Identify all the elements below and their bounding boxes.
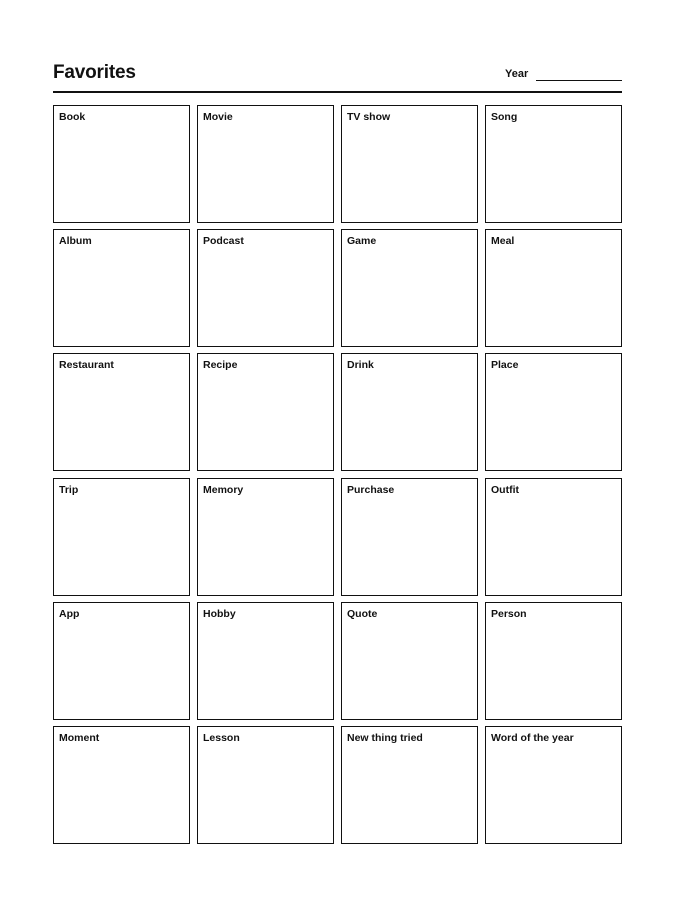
favorite-box-song[interactable] [485, 105, 622, 223]
box-label: Moment [59, 731, 100, 744]
favorites-grid [53, 105, 622, 844]
box-label: Restaurant [59, 359, 114, 372]
favorite-box-meal[interactable] [485, 229, 622, 347]
box-label: Drink [347, 359, 374, 372]
favorite-box-hobby[interactable] [197, 602, 334, 720]
box-label: Lesson [203, 731, 240, 744]
year-label: Year [505, 68, 529, 80]
box-label: Quote [347, 607, 378, 620]
header-divider [53, 91, 622, 93]
box-label: Book [59, 111, 86, 123]
favorite-box-restaurant[interactable] [53, 353, 190, 471]
year-blank-line[interactable] [536, 80, 622, 81]
box-label: Recipe [203, 359, 238, 372]
favorite-box-movie[interactable] [197, 105, 334, 223]
box-label: Trip [59, 483, 79, 496]
box-label: Album [59, 235, 92, 248]
box-label: App [59, 607, 80, 620]
box-label: Podcast [203, 235, 244, 248]
favorite-box-quote[interactable] [341, 602, 478, 720]
favorite-box-album[interactable] [53, 229, 190, 347]
year-field [505, 66, 623, 84]
box-label: Place [491, 359, 519, 372]
box-label: Person [491, 607, 527, 620]
favorite-box-person[interactable] [485, 602, 622, 720]
page-title: Favorites [53, 62, 136, 83]
box-label: Movie [203, 111, 233, 123]
favorite-box-memory[interactable] [197, 478, 334, 596]
box-label: Memory [203, 483, 244, 496]
favorite-box-app[interactable] [53, 602, 190, 720]
favorite-box-outfit[interactable] [485, 478, 622, 596]
box-label: Outfit [491, 483, 519, 496]
favorite-box-place[interactable] [485, 353, 622, 471]
favorite-box-moment[interactable] [53, 726, 190, 844]
favorite-box-drink[interactable] [341, 353, 478, 471]
favorite-box-lesson[interactable] [197, 726, 334, 844]
box-label: Hobby [203, 607, 236, 620]
favorite-box-purchase[interactable] [341, 478, 478, 596]
favorite-box-trip[interactable] [53, 478, 190, 596]
box-label: Meal [491, 235, 515, 248]
favorite-box-tv-show[interactable] [341, 105, 478, 223]
box-label: Purchase [347, 483, 395, 496]
box-label: Game [347, 235, 377, 248]
favorite-box-new-thing-tried[interactable] [341, 726, 478, 844]
favorite-box-recipe[interactable] [197, 353, 334, 471]
box-label: TV show [347, 111, 391, 123]
favorite-box-book[interactable] [53, 105, 190, 223]
favorite-box-game[interactable] [341, 229, 478, 347]
box-label: New thing tried [347, 731, 423, 744]
favorite-box-word-of-the-year[interactable] [485, 726, 622, 844]
favorite-box-podcast[interactable] [197, 229, 334, 347]
box-label: Song [491, 111, 518, 123]
box-label: Word of the year [491, 731, 574, 744]
